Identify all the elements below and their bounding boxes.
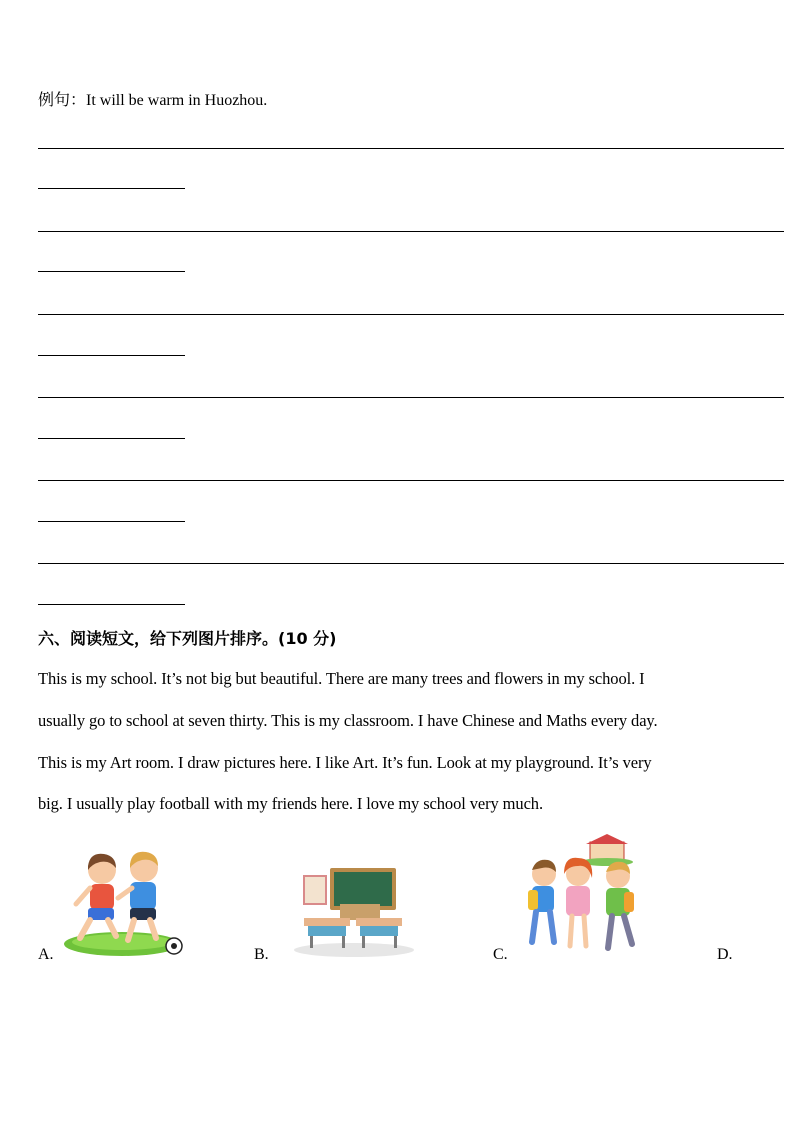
answer-line-short (38, 355, 185, 356)
example-sentence: 例句：It will be warm in Huozhou. (38, 92, 268, 109)
answer-line-short (38, 604, 185, 605)
passage-line: big. I usually play football with my friends here. I love my school very much. (38, 794, 543, 813)
option-b-label: B. (254, 946, 269, 963)
section-heading: 六、阅读短文，给下列图片排序。(10 分) (38, 629, 337, 648)
answer-line (38, 480, 784, 481)
passage-line: This is my Art room. I draw pictures here. I like Art. It’s fun. Look at my playground. It’s very (38, 753, 652, 772)
passage-line: usually go to school at seven thirty. This is my classroom. I have Chinese and Maths every day. (38, 711, 658, 730)
children-playing-football-icon (60, 848, 188, 960)
option-d-label: D. (717, 946, 733, 963)
answer-line-short (38, 271, 185, 272)
answer-line (38, 563, 784, 564)
answer-line-short (38, 188, 185, 189)
option-a-label: A. (38, 946, 54, 963)
answer-line (38, 231, 784, 232)
answer-line-short (38, 438, 185, 439)
classroom-icon (292, 866, 416, 958)
option-c-label: C. (493, 946, 508, 963)
answer-line (38, 148, 784, 149)
answer-line-short (38, 521, 185, 522)
answer-line (38, 397, 784, 398)
passage-line: This is my school. It’s not big but beautiful. There are many trees and flowers in my school. I (38, 669, 645, 688)
children-walking-to-school-icon (522, 834, 646, 960)
answer-line (38, 314, 784, 315)
